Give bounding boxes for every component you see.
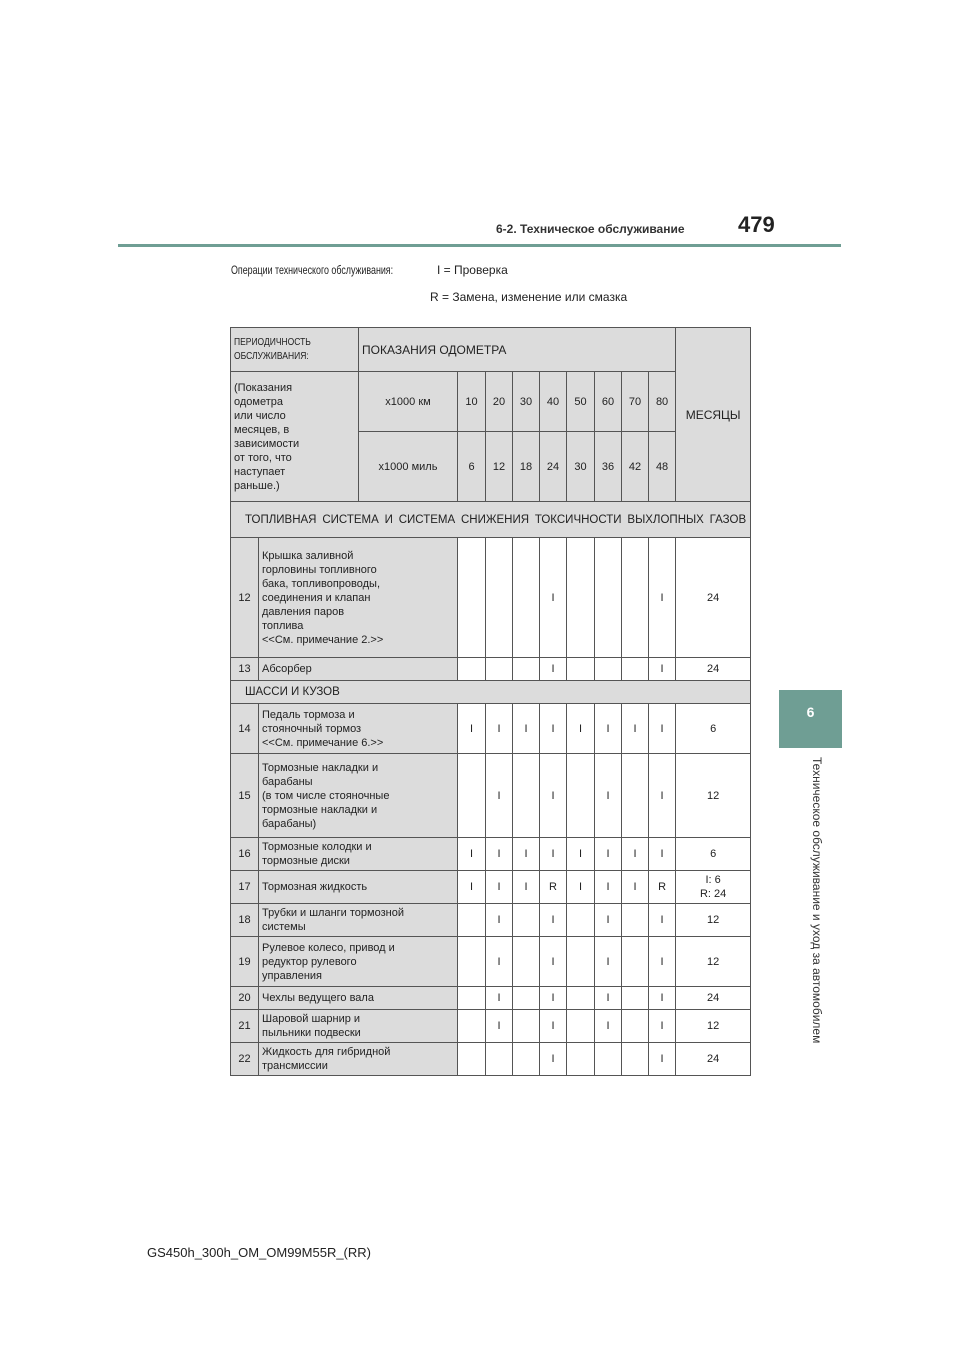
months-cell: 12 bbox=[676, 1010, 751, 1043]
item-name: Абсорбер bbox=[259, 658, 458, 681]
schedule-cell bbox=[567, 538, 595, 658]
schedule-cell: I bbox=[540, 538, 567, 658]
km-value: 30 bbox=[513, 372, 540, 432]
item-number: 12 bbox=[231, 538, 259, 658]
schedule-cell: I bbox=[595, 871, 622, 904]
item-number: 21 bbox=[231, 1010, 259, 1043]
schedule-cell: I bbox=[540, 754, 567, 838]
table-row bbox=[231, 1010, 751, 1043]
schedule-cell: I bbox=[622, 838, 649, 871]
schedule-cell: I bbox=[649, 987, 676, 1010]
chapter-tab: 6 bbox=[779, 690, 842, 748]
schedule-cell: I bbox=[649, 937, 676, 987]
table-row bbox=[231, 871, 751, 904]
schedule-cell bbox=[622, 658, 649, 681]
item-number: 14 bbox=[231, 704, 259, 754]
schedule-cell: I bbox=[649, 704, 676, 754]
schedule-cell bbox=[567, 937, 595, 987]
page-number: 479 bbox=[738, 212, 775, 237]
odometer-header: ПОКАЗАНИЯ ОДОМЕТРА bbox=[359, 328, 676, 372]
km-value: 80 bbox=[649, 372, 676, 432]
schedule-cell: I bbox=[649, 1010, 676, 1043]
months-header: МЕСЯЦЫ bbox=[676, 328, 751, 502]
schedule-cell: I bbox=[486, 838, 513, 871]
schedule-cell: I bbox=[567, 838, 595, 871]
item-name: Чехлы ведущего вала bbox=[259, 987, 458, 1010]
table-row bbox=[231, 538, 751, 658]
schedule-cell: I bbox=[458, 838, 486, 871]
miles-value: 42 bbox=[622, 432, 649, 502]
item-number: 20 bbox=[231, 987, 259, 1010]
schedule-cell bbox=[458, 904, 486, 937]
schedule-cell: I bbox=[540, 658, 567, 681]
miles-unit: x1000 миль bbox=[359, 432, 458, 502]
schedule-cell bbox=[486, 658, 513, 681]
months-cell: 12 bbox=[676, 904, 751, 937]
schedule-cell: I bbox=[595, 937, 622, 987]
schedule-cell bbox=[567, 1010, 595, 1043]
period-note: (Показания одометра или число месяцев, в зависимости от того, что наступает раньше.) bbox=[231, 372, 359, 502]
item-number: 19 bbox=[231, 937, 259, 987]
miles-value: 48 bbox=[649, 432, 676, 502]
table-row bbox=[231, 658, 751, 681]
schedule-cell: I bbox=[595, 754, 622, 838]
schedule-cell: I bbox=[649, 838, 676, 871]
schedule-cell bbox=[567, 658, 595, 681]
schedule-cell bbox=[513, 538, 540, 658]
schedule-cell: I bbox=[486, 904, 513, 937]
months-cell: 24 bbox=[676, 987, 751, 1010]
schedule-cell: I bbox=[540, 1043, 567, 1076]
table-row bbox=[231, 937, 751, 987]
table-row bbox=[231, 1043, 751, 1076]
item-name: Педаль тормоза и стояночный тормоз <<См. примечание 6.>> bbox=[259, 704, 458, 754]
schedule-cell bbox=[622, 987, 649, 1010]
table-row bbox=[231, 987, 751, 1010]
period-header: ПЕРИОДИЧНОСТЬ ОБСЛУЖИВАНИЯ: bbox=[231, 328, 359, 372]
schedule-cell bbox=[458, 538, 486, 658]
km-unit: x1000 км bbox=[359, 372, 458, 432]
schedule-cell bbox=[513, 658, 540, 681]
schedule-cell: I bbox=[540, 1010, 567, 1043]
schedule-cell bbox=[622, 904, 649, 937]
item-name: Трубки и шланги тормозной системы bbox=[259, 904, 458, 937]
header-divider bbox=[118, 244, 841, 247]
section-title: 6-2. Техническое обслуживание bbox=[496, 222, 685, 236]
schedule-cell: I bbox=[567, 704, 595, 754]
item-number: 13 bbox=[231, 658, 259, 681]
schedule-cell bbox=[486, 538, 513, 658]
schedule-cell bbox=[486, 1043, 513, 1076]
schedule-cell: I bbox=[486, 937, 513, 987]
schedule-cell: I bbox=[622, 871, 649, 904]
months-cell: 24 bbox=[676, 658, 751, 681]
section-fuel-system: ТОПЛИВНАЯ СИСТЕМА И СИСТЕМА СНИЖЕНИЯ ТОКСИЧНОСТИ ВЫХЛОПНЫХ ГАЗОВ bbox=[231, 502, 751, 538]
schedule-cell: I bbox=[649, 904, 676, 937]
schedule-cell bbox=[622, 538, 649, 658]
miles-value: 6 bbox=[458, 432, 486, 502]
months-cell: 12 bbox=[676, 754, 751, 838]
schedule-cell: I bbox=[540, 838, 567, 871]
chassis-body-rows bbox=[231, 704, 751, 1076]
section-chassis-body: ШАССИ И КУЗОВ bbox=[231, 681, 751, 704]
schedule-cell bbox=[513, 987, 540, 1010]
schedule-cell: R bbox=[540, 871, 567, 904]
schedule-cell bbox=[513, 1043, 540, 1076]
chapter-title-vertical: Техническое обслуживание и уход за автомобилем bbox=[810, 757, 824, 1044]
km-value: 70 bbox=[622, 372, 649, 432]
schedule-cell bbox=[567, 754, 595, 838]
schedule-cell: I bbox=[486, 704, 513, 754]
table-row bbox=[231, 838, 751, 871]
miles-value: 12 bbox=[486, 432, 513, 502]
km-value: 60 bbox=[595, 372, 622, 432]
schedule-cell: I bbox=[595, 838, 622, 871]
schedule-cell: I bbox=[567, 871, 595, 904]
schedule-cell bbox=[622, 1043, 649, 1076]
schedule-cell bbox=[458, 987, 486, 1010]
schedule-cell bbox=[595, 658, 622, 681]
months-cell: I: 6 R: 24 bbox=[676, 871, 751, 904]
miles-value: 36 bbox=[595, 432, 622, 502]
schedule-cell: I bbox=[458, 704, 486, 754]
schedule-cell: I bbox=[622, 704, 649, 754]
table-row bbox=[231, 904, 751, 937]
months-cell: 24 bbox=[676, 1043, 751, 1076]
schedule-cell bbox=[595, 538, 622, 658]
item-number: 15 bbox=[231, 754, 259, 838]
item-name: Тормозные колодки и тормозные диски bbox=[259, 838, 458, 871]
schedule-cell: I bbox=[486, 871, 513, 904]
item-number: 16 bbox=[231, 838, 259, 871]
schedule-cell bbox=[567, 1043, 595, 1076]
item-name: Тормозная жидкость bbox=[259, 871, 458, 904]
km-value: 20 bbox=[486, 372, 513, 432]
schedule-cell: I bbox=[595, 987, 622, 1010]
schedule-cell bbox=[513, 904, 540, 937]
document-code: GS450h_300h_OM_OM99M55R_(RR) bbox=[147, 1245, 371, 1260]
schedule-cell bbox=[513, 937, 540, 987]
schedule-cell: I bbox=[540, 704, 567, 754]
legend-replace: R = Замена, изменение или смазка bbox=[430, 290, 628, 304]
item-name: Крышка заливной горловины топливного бака, топливопроводы, соединения и клапан давления паров топлива <<См. примечание 2.>> bbox=[259, 538, 458, 658]
item-name: Рулевое колесо, привод и редуктор рулевого управления bbox=[259, 937, 458, 987]
schedule-cell: I bbox=[649, 1043, 676, 1076]
schedule-cell: I bbox=[649, 754, 676, 838]
legend-label: Операции технического обслуживания: bbox=[231, 263, 394, 277]
schedule-cell: I bbox=[649, 538, 676, 658]
item-number: 22 bbox=[231, 1043, 259, 1076]
schedule-cell: I bbox=[595, 904, 622, 937]
km-value: 50 bbox=[567, 372, 595, 432]
schedule-cell: R bbox=[649, 871, 676, 904]
schedule-cell bbox=[622, 1010, 649, 1043]
schedule-cell bbox=[458, 1043, 486, 1076]
schedule-cell bbox=[458, 658, 486, 681]
item-number: 18 bbox=[231, 904, 259, 937]
months-cell: 24 bbox=[676, 538, 751, 658]
fuel-system-rows bbox=[231, 538, 751, 681]
schedule-cell bbox=[567, 904, 595, 937]
miles-value: 30 bbox=[567, 432, 595, 502]
months-cell: 6 bbox=[676, 838, 751, 871]
item-number: 17 bbox=[231, 871, 259, 904]
schedule-cell: I bbox=[513, 838, 540, 871]
item-name: Тормозные накладки и барабаны (в том числе стояночные тормозные накладки и барабаны) bbox=[259, 754, 458, 838]
schedule-cell: I bbox=[540, 987, 567, 1010]
schedule-cell bbox=[458, 754, 486, 838]
schedule-cell bbox=[622, 754, 649, 838]
schedule-cell: I bbox=[486, 754, 513, 838]
item-name: Жидкость для гибридной трансмиссии bbox=[259, 1043, 458, 1076]
legend-inspect: I = Проверка bbox=[437, 263, 508, 277]
miles-value: 18 bbox=[513, 432, 540, 502]
item-name: Шаровой шарнир и пыльники подвески bbox=[259, 1010, 458, 1043]
months-cell: 6 bbox=[676, 704, 751, 754]
km-value: 10 bbox=[458, 372, 486, 432]
schedule-cell: I bbox=[458, 871, 486, 904]
schedule-cell: I bbox=[595, 1010, 622, 1043]
schedule-cell: I bbox=[486, 987, 513, 1010]
schedule-cell bbox=[622, 937, 649, 987]
schedule-cell bbox=[458, 1010, 486, 1043]
miles-value: 24 bbox=[540, 432, 567, 502]
schedule-cell: I bbox=[540, 937, 567, 987]
schedule-cell bbox=[458, 937, 486, 987]
schedule-cell: I bbox=[486, 1010, 513, 1043]
months-cell: 12 bbox=[676, 937, 751, 987]
schedule-cell: I bbox=[595, 704, 622, 754]
km-value: 40 bbox=[540, 372, 567, 432]
schedule-cell: I bbox=[540, 904, 567, 937]
table-row bbox=[231, 704, 751, 754]
schedule-cell: I bbox=[513, 871, 540, 904]
schedule-cell bbox=[595, 1043, 622, 1076]
schedule-cell bbox=[513, 754, 540, 838]
schedule-cell bbox=[513, 1010, 540, 1043]
schedule-cell: I bbox=[649, 658, 676, 681]
maintenance-schedule-table bbox=[230, 327, 751, 1076]
schedule-cell bbox=[567, 987, 595, 1010]
table-row bbox=[231, 754, 751, 838]
schedule-cell: I bbox=[513, 704, 540, 754]
